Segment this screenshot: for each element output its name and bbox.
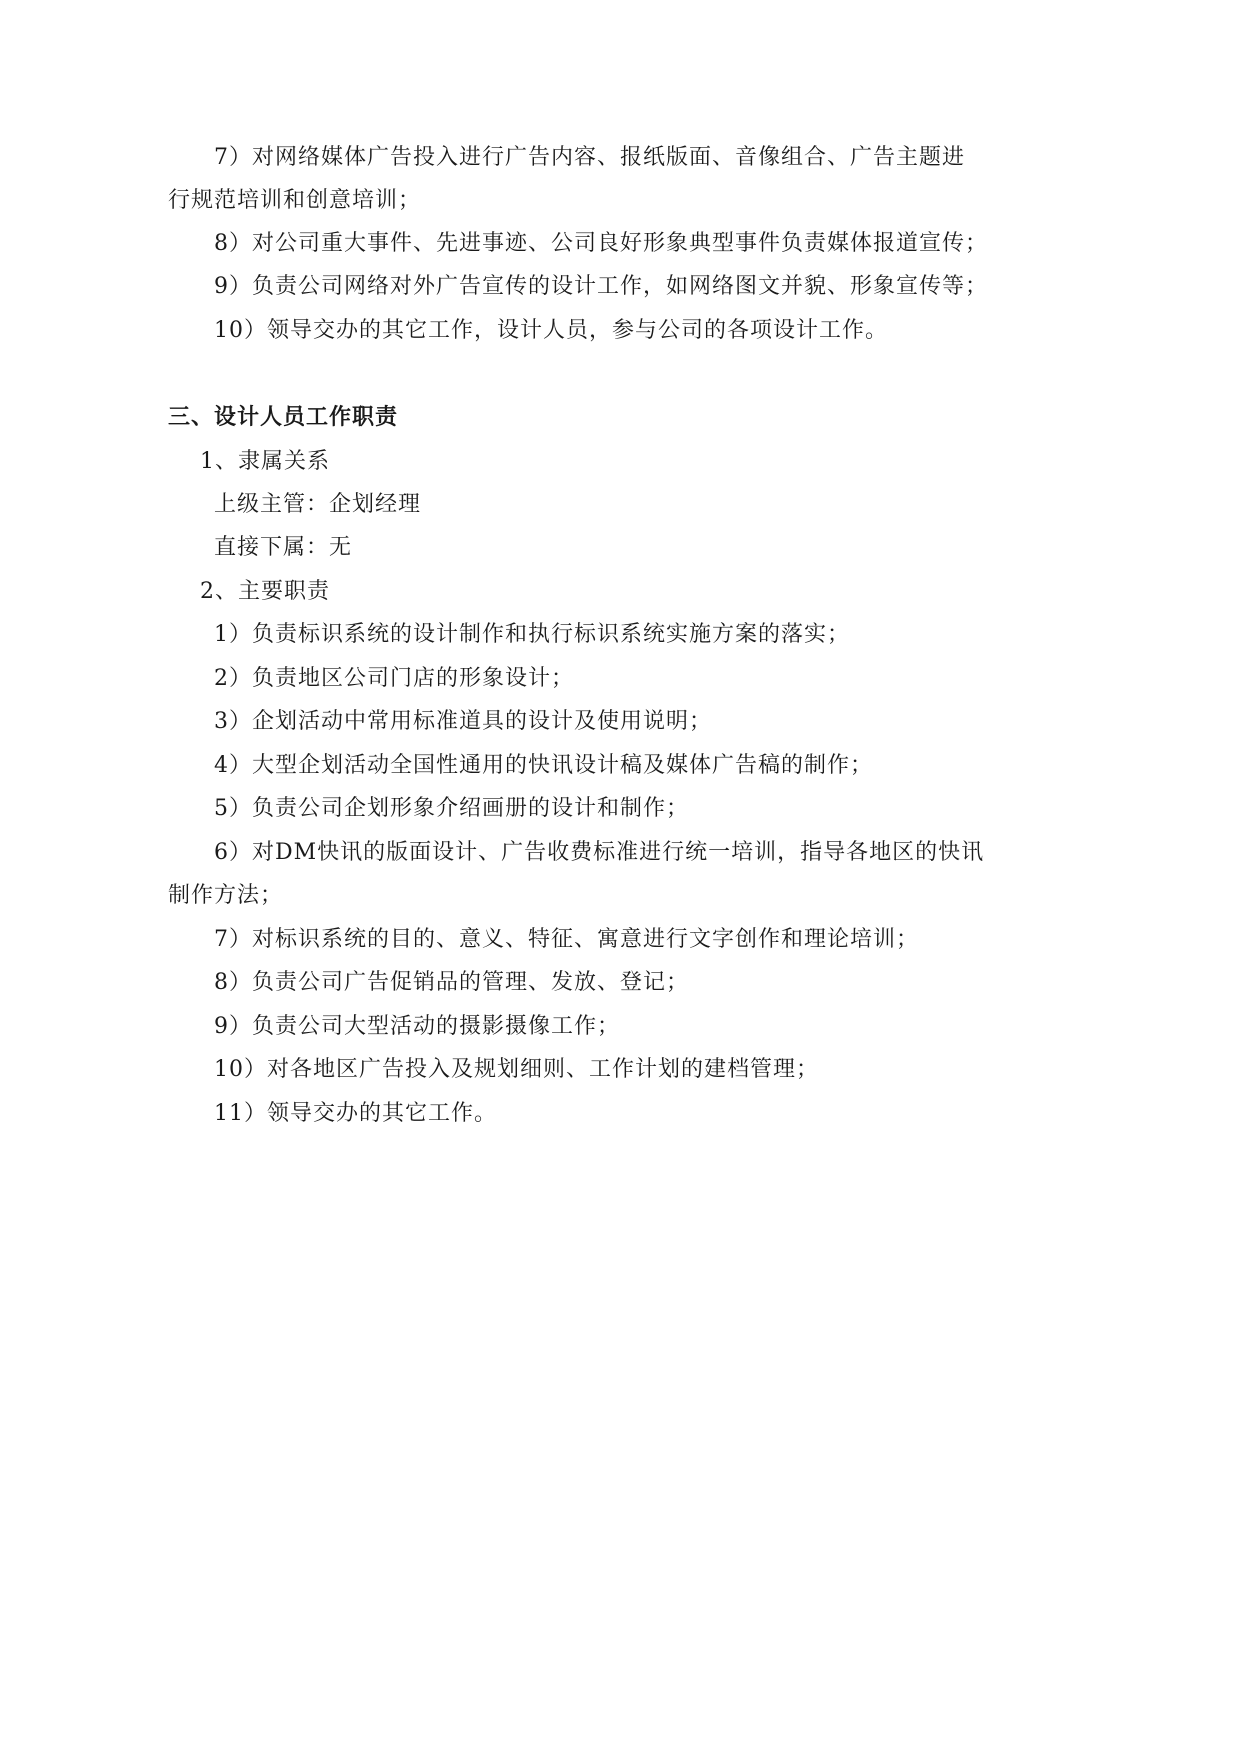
list-item: 6）对DM快讯的版面设计、广告收费标准进行统一培训，指导各地区的快讯 [214, 840, 985, 865]
list-item-continuation: 行规范培训和创意培训； [168, 188, 422, 213]
list-item: 3）企划活动中常用标准道具的设计及使用说明； [214, 709, 712, 734]
list-item: 1）负责标识系统的设计制作和执行标识系统实施方案的落实； [214, 622, 850, 647]
superior-field: 上级主管：企划经理 [214, 492, 422, 517]
subsection-heading: 2、主要职责 [200, 579, 330, 604]
list-item: 4）大型企划活动全国性通用的快讯设计稿及媒体广告稿的制作； [214, 753, 873, 778]
list-item: 8）负责公司广告促销品的管理、发放、登记； [214, 970, 689, 995]
section-heading: 三、设计人员工作职责 [168, 405, 399, 430]
subordinate-field: 直接下属：无 [214, 535, 353, 560]
list-item: 8）对公司重大事件、先进事迹、公司良好形象典型事件负责媒体报道宣传； [214, 231, 988, 256]
list-item: 7）对标识系统的目的、意义、特征、寓意进行文字创作和理论培训； [214, 927, 919, 952]
list-item: 10）对各地区广告投入及规划细则、工作计划的建档管理； [214, 1057, 819, 1082]
list-item: 7）对网络媒体广告投入进行广告内容、报纸版面、音像组合、广告主题进 [214, 145, 965, 170]
list-item: 9）负责公司大型活动的摄影摄像工作； [214, 1014, 620, 1039]
list-item: 5）负责公司企划形象介绍画册的设计和制作； [214, 796, 689, 821]
subsection-heading: 1、隶属关系 [200, 449, 330, 474]
list-item: 10）领导交办的其它工作，设计人员，参与公司的各项设计工作。 [214, 318, 888, 343]
list-item: 9）负责公司网络对外广告宣传的设计工作，如网络图文并貌、形象宣传等； [214, 274, 988, 299]
list-item: 11）领导交办的其它工作。 [214, 1101, 497, 1126]
list-item: 2）负责地区公司门店的形象设计； [214, 666, 574, 691]
list-item-continuation: 制作方法； [168, 883, 284, 908]
